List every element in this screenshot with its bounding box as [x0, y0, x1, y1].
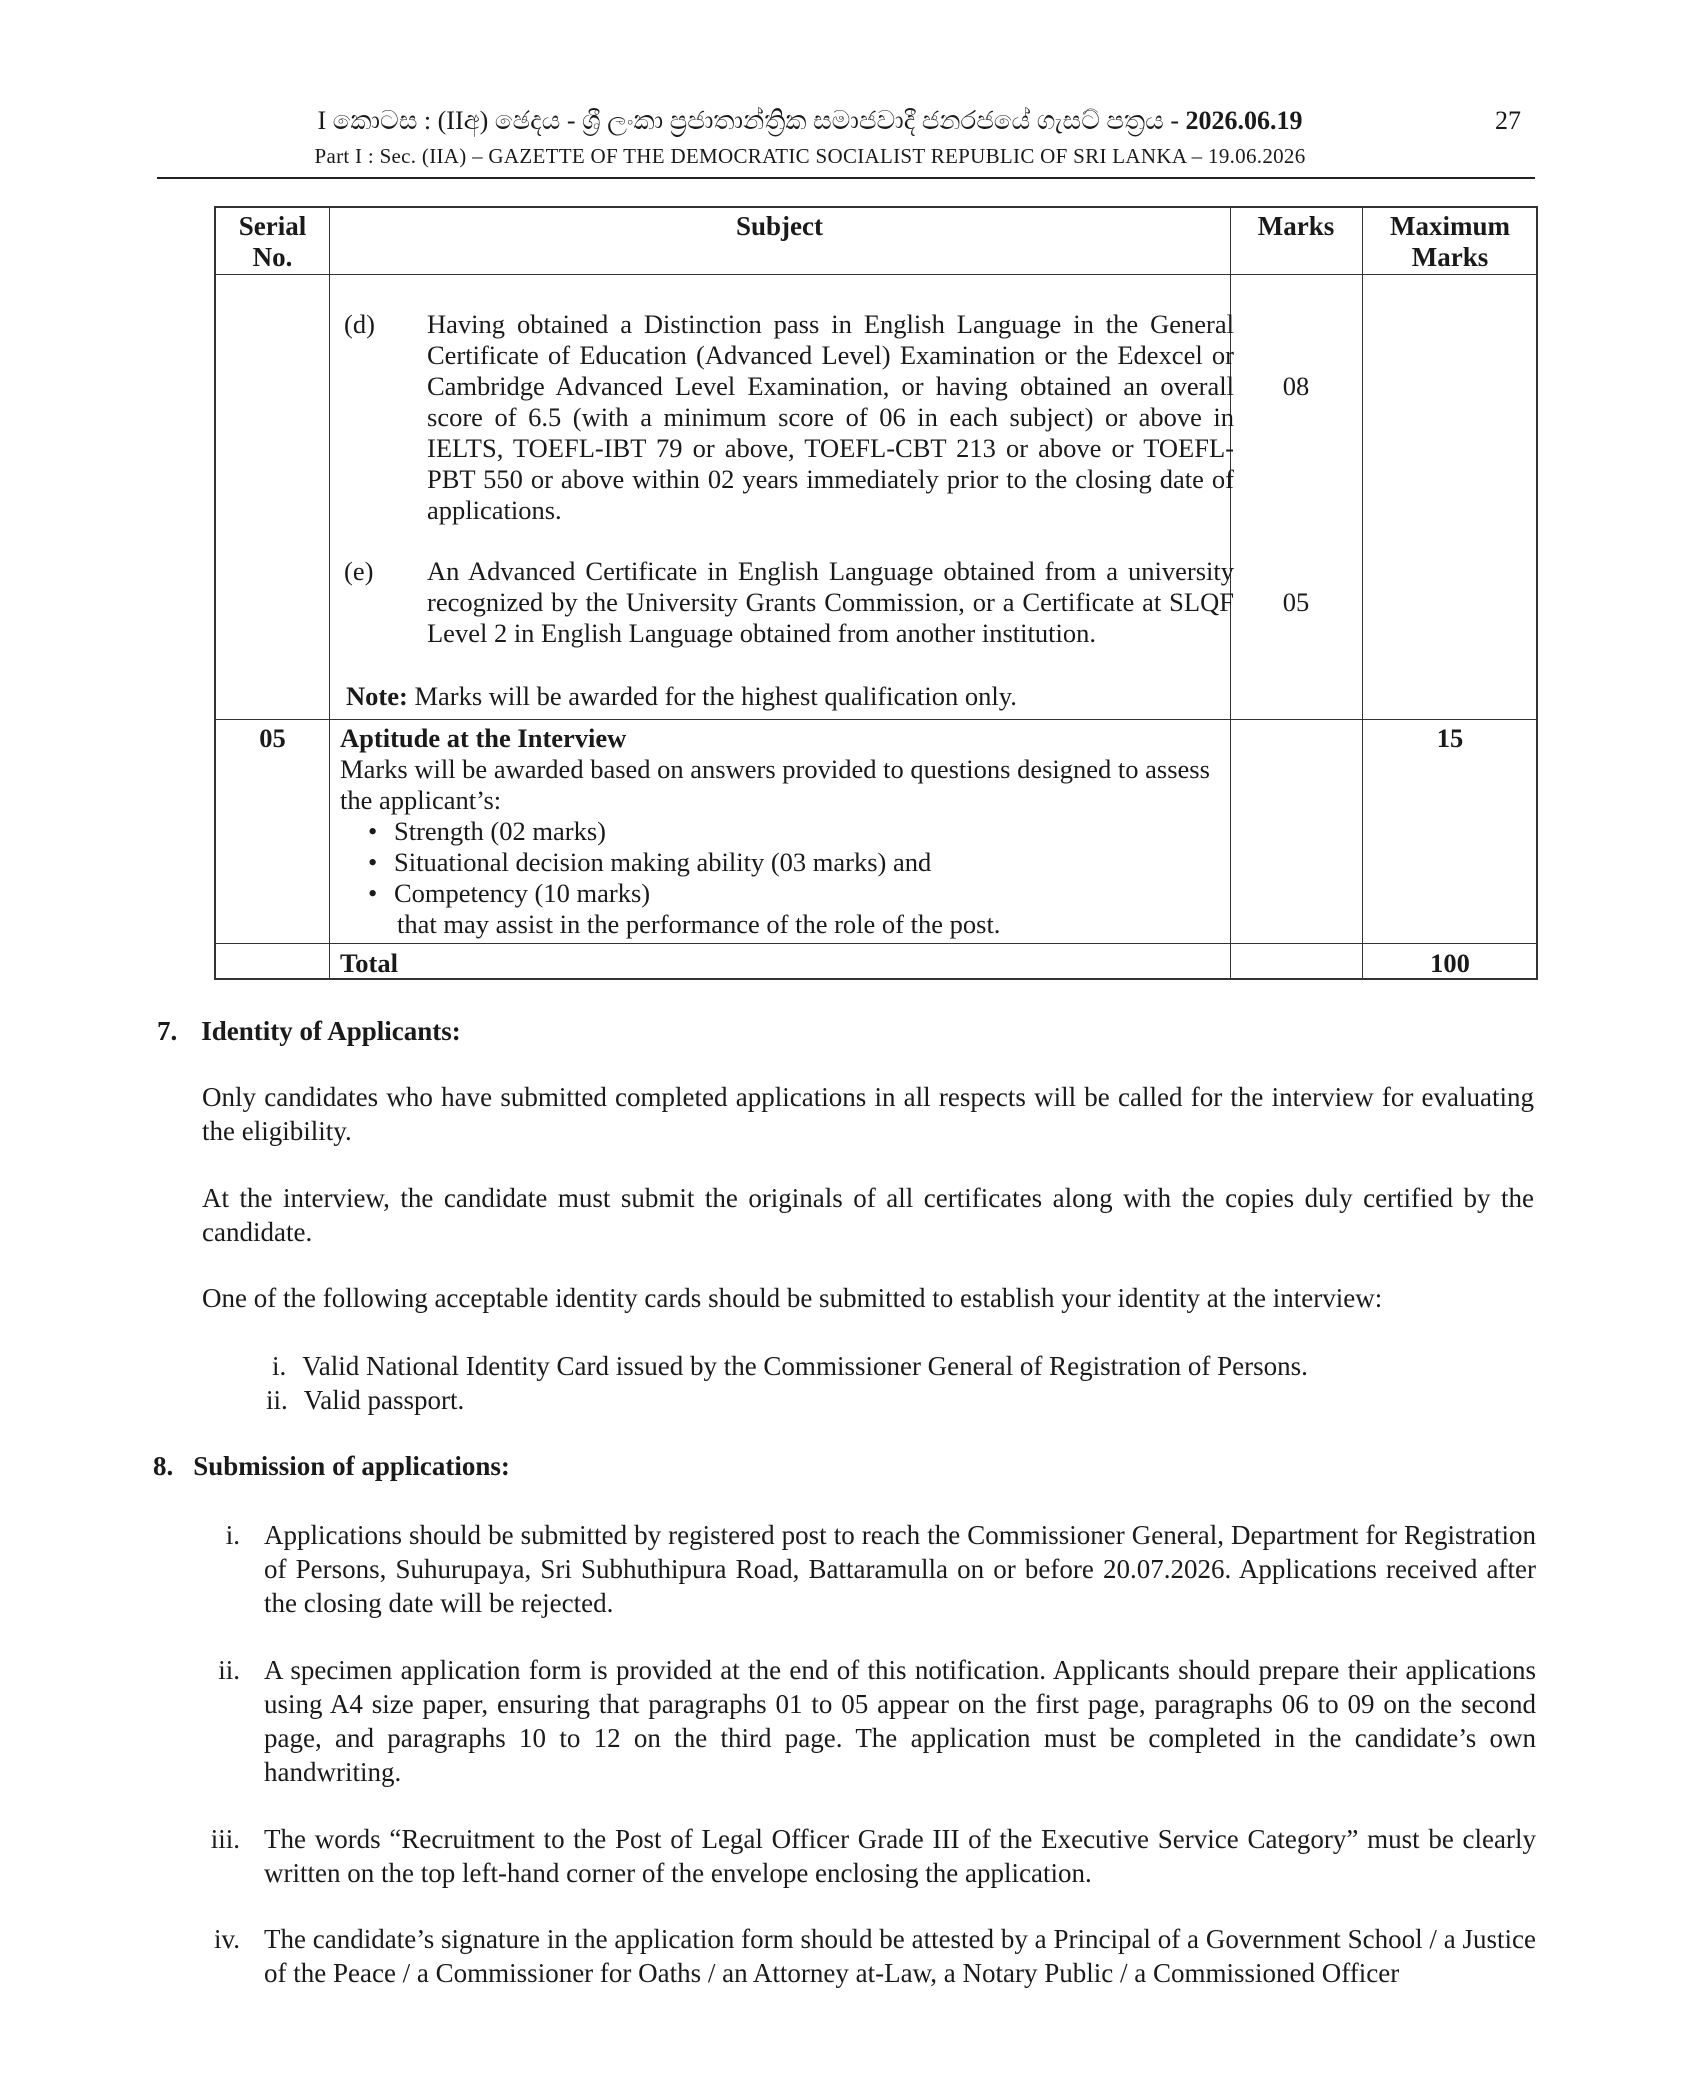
section-8-heading — [153, 1450, 510, 1482]
table-header-rule — [216, 274, 1536, 275]
note-label: Note: — [346, 681, 408, 711]
header-serial-no — [216, 211, 329, 273]
header-sinhala — [230, 104, 1390, 138]
section-8-item-iv — [200, 1922, 1536, 1990]
table-divider-marks — [1362, 208, 1363, 978]
bullet-text: Situational decision making ability (03 marks) and — [394, 847, 932, 877]
item-text: Valid passport. — [303, 1385, 465, 1415]
section-7-title: Identity of Applicants: — [201, 1016, 461, 1046]
bullet-icon: • — [368, 847, 378, 877]
row-05-subject — [340, 723, 1220, 940]
header-max-line2: Marks — [1411, 242, 1489, 272]
bullet-text: Strength (02 marks) — [394, 816, 606, 846]
header-maximum-marks — [1362, 211, 1538, 273]
section-8-item-iii — [200, 1822, 1536, 1890]
row-05-bullet — [368, 847, 1220, 878]
header-sinhala-date: 2026.06.19 — [1185, 106, 1303, 135]
header-marks: Marks — [1257, 211, 1335, 241]
header-serial-line1: Serial — [238, 211, 307, 241]
row-05-bullet — [368, 816, 1220, 847]
total-max: 100 — [1430, 948, 1470, 978]
item-text: The candidate’s signature in the application form should be attested by a Principal of a Government School / a Justice of the Peace / a Commissioner for Oaths / an Attorney at-Law, a Notary Public / a Commissioned Officer — [264, 1924, 1536, 1988]
item-text: Applications should be submitted by registered post to reach the Commissioner General, Department for Registration of Persons, Suhurupaya, Sri Subhuthipura Road, Battaramulla on or before 20.07.2026. Applications received after the closing date will be rejected. — [264, 1520, 1536, 1618]
item-number: i. — [272, 1351, 287, 1381]
header-subject: Subject — [736, 211, 823, 241]
header-english: Part I : Sec. (IIA) – GAZETTE OF THE DEMOCRATIC SOCIALIST REPUBLIC OF SRI LANKA – 19.06.2026 — [314, 144, 1306, 168]
item-text: A specimen application form is provided at the end of this notification. Applicants should prepare their applications using A4 size paper, ensuring that paragraphs 01 to 05 appear on the first page, paragraphs 06 to 09 on the second page, and paragraphs 10 to 12 on the third page. The application must be completed in the candidate’s own handwriting. — [264, 1655, 1536, 1787]
section-7-item-i — [272, 1349, 1308, 1383]
item-text: The words “Recruitment to the Post of Legal Officer Grade III of the Executive Service Category” must be clearly written on the top left-hand corner of the envelope enclosing the application. — [264, 1824, 1536, 1888]
item-d-text: Having obtained a Distinction pass in English Language in the General Certificate of Education (Advanced Level) Examination or the Edexcel or Cambridge Advanced Level Examination, or having obtained an overall score of 6.5 (with a minimum score of 06 in each subject) or above in IELTS, TOEFL-IBT 79 or above, TOEFL-CBT 213 or above or TOEFL-PBT 550 or above within 02 years immediately prior to the closing date of applications. — [427, 309, 1234, 525]
item-number: ii. — [266, 1385, 288, 1415]
row-05-tail: that may assist in the performance of the role of the post. — [397, 909, 1001, 939]
item-d-label: (d) — [344, 309, 375, 339]
header-max-line1: Maximum — [1390, 211, 1510, 241]
row-05-title: Aptitude at the Interview — [340, 723, 627, 753]
section-8-number: 8. — [153, 1451, 174, 1481]
table-note — [346, 681, 1226, 712]
section-7-para-2: At the interview, the candidate must submit the originals of all certificates along with the copies duly certified by the candidate. — [202, 1183, 1534, 1247]
row-05-intro: Marks will be awarded based on answers provided to questions designed to assess the applicant’s: — [340, 754, 1210, 815]
page-number: 27 — [1495, 106, 1521, 135]
header-rule — [157, 177, 1535, 179]
section-7-para-3: One of the following acceptable identity cards should be submitted to establish your identity at the interview: — [202, 1283, 1383, 1313]
table-row-rule-05 — [216, 719, 1536, 720]
item-number: ii. — [218, 1655, 240, 1685]
bullet-text: Competency (10 marks) — [394, 878, 651, 908]
row-05-serial: 05 — [259, 723, 286, 753]
item-e-marks: 05 — [1282, 587, 1310, 617]
table-item-e — [344, 556, 1234, 649]
item-d-marks: 08 — [1282, 371, 1310, 401]
item-e-label: (e) — [344, 556, 374, 586]
note-text: Marks will be awarded for the highest qualification only. — [407, 681, 1017, 711]
item-number: iv. — [214, 1924, 240, 1954]
item-number: iii. — [210, 1824, 240, 1854]
marks-table — [214, 206, 1538, 980]
section-7-number: 7. — [157, 1016, 178, 1046]
table-row-rule-total — [216, 943, 1536, 944]
section-7-heading — [157, 1015, 461, 1047]
row-05-max: 15 — [1436, 723, 1464, 753]
header-serial-line2: No. — [252, 242, 293, 272]
row-05-bullet — [368, 878, 1220, 909]
item-number: i. — [225, 1520, 240, 1550]
item-text: Valid National Identity Card issued by the Commissioner General of Registration of Persons. — [302, 1351, 1308, 1381]
table-item-d — [344, 309, 1234, 526]
row-05-bullets — [340, 816, 1220, 909]
total-label: Total — [340, 948, 398, 978]
table-divider-serial — [329, 208, 330, 978]
header-sinhala-text: I කොටස : (IIඅ) ඡෙදය - ශ්‍රී ලංකා ප්‍රජාතාන්ත්‍රික සමාජවාදී ජනරජයේ ගැසට් පත්‍රය - — [317, 106, 1186, 135]
section-8-item-ii — [200, 1653, 1536, 1789]
section-8-item-i — [200, 1518, 1536, 1620]
section-7-item-ii — [266, 1383, 464, 1417]
section-8-title: Submission of applications: — [193, 1451, 510, 1481]
item-e-text: An Advanced Certificate in English Language obtained from a university recognized by the University Grants Commission, or a Certificate at SLQF Level 2 in English Language obtained from another institution. — [427, 556, 1234, 648]
section-7-para-1: Only candidates who have submitted completed applications in all respects will be called for the interview for evaluating the eligibility. — [202, 1082, 1534, 1146]
bullet-icon: • — [368, 816, 378, 846]
bullet-icon: • — [368, 878, 378, 908]
